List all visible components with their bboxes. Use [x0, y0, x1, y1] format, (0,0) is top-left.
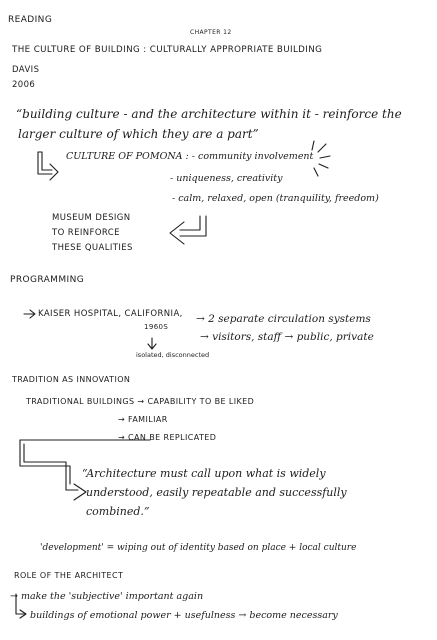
book-title: THE CULTURE OF BUILDING : CULTURALLY APPROPRIATE BUILDING: [12, 45, 323, 55]
circulation-systems: → 2 separate circulation systems: [196, 313, 371, 325]
pomona-uniqueness: - uniqueness, creativity: [170, 173, 283, 184]
familiar: → FAMILIAR: [118, 415, 168, 424]
arrow-kaiser: [24, 310, 35, 318]
year: 2006: [12, 80, 36, 90]
tradition-heading: TRADITION AS INNOVATION: [12, 375, 131, 384]
kaiser-hospital: KAISER HOSPITAL, CALIFORNIA,: [38, 309, 183, 319]
role-line-1: → make the 'subjective' important again: [10, 591, 204, 602]
museum-line-1: MUSEUM DESIGN: [52, 213, 131, 223]
quote-line-2: larger culture of which they are a part”: [18, 127, 259, 141]
role-line-2: buildings of emotional power + usefulness → become necessary: [30, 610, 338, 621]
pomona-culture: CULTURE OF POMONA : - community involvement: [66, 151, 314, 162]
programming-heading: PROGRAMMING: [10, 275, 85, 285]
development-definition: 'development' = wiping out of identity based on place + local culture: [40, 543, 357, 553]
architecture-quote-2: understood, easily repeatable and successfully: [86, 486, 347, 499]
museum-line-3: THESE QUALITIES: [52, 243, 133, 253]
chapter-label: CHAPTER 12: [190, 29, 232, 36]
bent-arrow-tradition: [20, 440, 86, 500]
replicated: → CAN BE REPLICATED: [118, 433, 217, 442]
pomona-calm: - calm, relaxed, open (tranquility, freedom): [172, 193, 379, 204]
arrow-down-isolated: [148, 338, 156, 349]
bent-arrow-museum: [170, 216, 206, 244]
author: DAVIS: [12, 65, 40, 75]
section-heading: READING: [8, 15, 53, 25]
traditional-buildings: TRADITIONAL BUILDINGS → CAPABILITY TO BE LIKED: [26, 397, 255, 406]
visitors-staff: → visitors, staff → public, private: [200, 331, 374, 343]
bent-arrow-pomona: [38, 152, 58, 180]
decade: 1960S: [144, 323, 169, 331]
isolated-note: isolated, disconnected: [136, 351, 210, 359]
quote-line-1: “building culture - and the architecture within it - reinforce the: [16, 107, 402, 121]
sunburst-doodle: [312, 141, 330, 176]
architecture-quote-1: “Architecture must call upon what is widely: [82, 467, 326, 480]
role-heading: ROLE OF THE ARCHITECT: [14, 571, 124, 580]
museum-line-2: TO REINFORCE: [52, 228, 120, 238]
architecture-quote-3: combined.”: [86, 505, 150, 518]
